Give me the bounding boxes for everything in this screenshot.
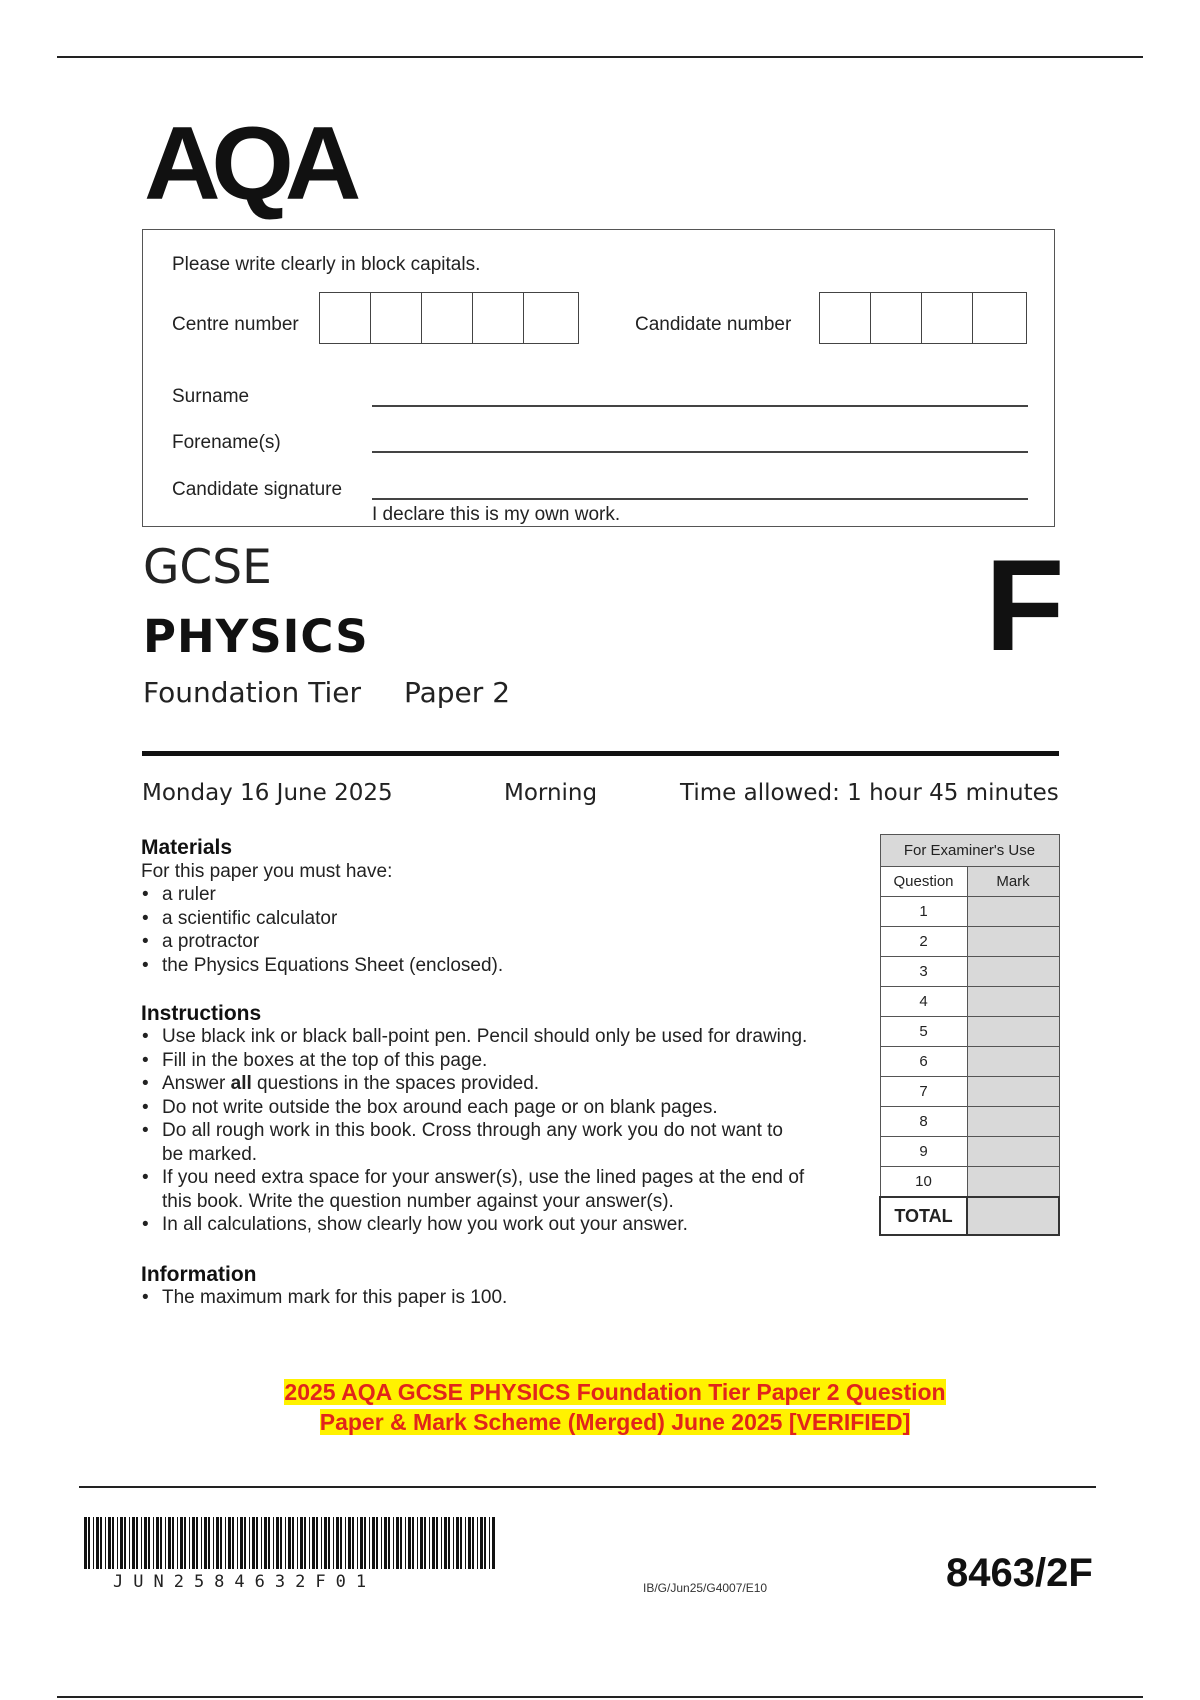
mark-cell[interactable] [967, 987, 1059, 1017]
question-number: 4 [880, 987, 967, 1017]
question-number: 9 [880, 1137, 967, 1167]
subject-title: PHYSICS [143, 610, 369, 663]
mark-cell[interactable] [967, 1077, 1059, 1107]
materials-intro: For this paper you must have: [141, 861, 393, 882]
mark-cell[interactable] [967, 957, 1059, 987]
time-allowed: Time allowed: 1 hour 45 minutes [680, 780, 1059, 806]
question-number: 2 [880, 927, 967, 957]
information-list [141, 1286, 507, 1310]
list-item-continued: this book. Write the question number against your answer(s). [162, 1190, 674, 1212]
promo-line-1: 2025 AQA GCSE PHYSICS Foundation Tier Paper 2 Question [284, 1379, 946, 1405]
top-rule [57, 56, 1143, 58]
tier-letter: F [985, 532, 1065, 678]
materials-list [141, 883, 503, 977]
paper-label: Paper 2 [404, 676, 511, 709]
surname-field[interactable] [372, 405, 1028, 407]
list-item: • Fill in the boxes at the top of this page. [141, 1049, 807, 1073]
signature-label: Candidate signature [172, 479, 343, 500]
list-item: • the Physics Equations Sheet (enclosed). [141, 954, 503, 978]
materials-heading: Materials [141, 836, 233, 859]
exam-session: Morning [504, 780, 598, 806]
signature-field[interactable] [372, 498, 1028, 500]
question-number: 3 [880, 957, 967, 987]
promo-line-2: Paper & Mark Scheme (Merged) June 2025 [VERIFIED] [319, 1409, 911, 1435]
list-item: • Do all rough work in this book. Cross through any work you do not want to [141, 1119, 807, 1143]
instructions-heading: Instructions [141, 1002, 262, 1025]
promo-banner [130, 1377, 1100, 1437]
question-column-header: Question [880, 867, 967, 897]
centre-number-input[interactable] [319, 292, 579, 344]
mark-cell[interactable] [967, 1017, 1059, 1047]
list-item: • Do not write outside the box around each page or on blank pages. [141, 1096, 807, 1120]
surname-label: Surname [172, 386, 250, 407]
mark-cell[interactable] [967, 1137, 1059, 1167]
bottom-rule [57, 1696, 1143, 1698]
mark-cell[interactable] [967, 1047, 1059, 1077]
mark-cell[interactable] [967, 1107, 1059, 1137]
candidate-details-box [142, 229, 1055, 527]
question-number: 8 [880, 1107, 967, 1137]
information-heading: Information [141, 1263, 257, 1286]
question-number: 1 [880, 897, 967, 927]
qualification-title: GCSE [143, 540, 272, 595]
examiner-use-table [879, 834, 1060, 1236]
paper-reference: IB/G/Jun25/G4007/E10 [643, 1581, 768, 1595]
centre-number-label: Centre number [172, 314, 299, 335]
list-item: • Answer all questions in the spaces provided. [141, 1072, 807, 1096]
list-item: • Use black ink or black ball-point pen. Pencil should only be used for drawing. [141, 1025, 807, 1049]
question-number: 7 [880, 1077, 967, 1107]
question-number: 10 [880, 1167, 967, 1198]
total-label: TOTAL [880, 1197, 967, 1235]
mark-cell[interactable] [967, 897, 1059, 927]
barcode-image [84, 1517, 498, 1569]
list-item: • If you need extra space for your answer(s), use the lined pages at the end of [141, 1166, 807, 1190]
block-capitals-instruction: Please write clearly in block capitals. [172, 254, 481, 275]
question-number: 6 [880, 1047, 967, 1077]
title-divider [142, 751, 1059, 756]
declaration-text: I declare this is my own work. [372, 504, 621, 525]
barcode-number: JUN2584632F01 [113, 1572, 377, 1592]
exam-date: Monday 16 June 2025 [142, 780, 393, 806]
candidate-number-input[interactable] [819, 292, 1027, 344]
list-item: • The maximum mark for this paper is 100. [141, 1286, 507, 1310]
tier-label: Foundation Tier [143, 676, 361, 709]
examiner-table-title: For Examiner's Use [880, 835, 1059, 867]
list-item: • a ruler [141, 883, 503, 907]
list-item: • In all calculations, show clearly how you work out your answer. [141, 1213, 807, 1237]
list-item: • a scientific calculator [141, 907, 503, 931]
forenames-field[interactable] [372, 451, 1028, 453]
list-item: • a protractor [141, 930, 503, 954]
instructions-list [141, 1025, 807, 1237]
mark-cell[interactable] [967, 1167, 1059, 1198]
mark-column-header: Mark [967, 867, 1059, 897]
paper-code: 8463/2F [946, 1551, 1093, 1595]
question-number: 5 [880, 1017, 967, 1047]
forenames-label: Forename(s) [172, 432, 281, 453]
footer-rule [79, 1486, 1096, 1488]
aqa-logo: AQA [144, 106, 353, 222]
candidate-number-label: Candidate number [635, 314, 792, 335]
total-mark-cell[interactable] [967, 1197, 1059, 1235]
list-item-continued: be marked. [162, 1143, 258, 1165]
mark-cell[interactable] [967, 927, 1059, 957]
